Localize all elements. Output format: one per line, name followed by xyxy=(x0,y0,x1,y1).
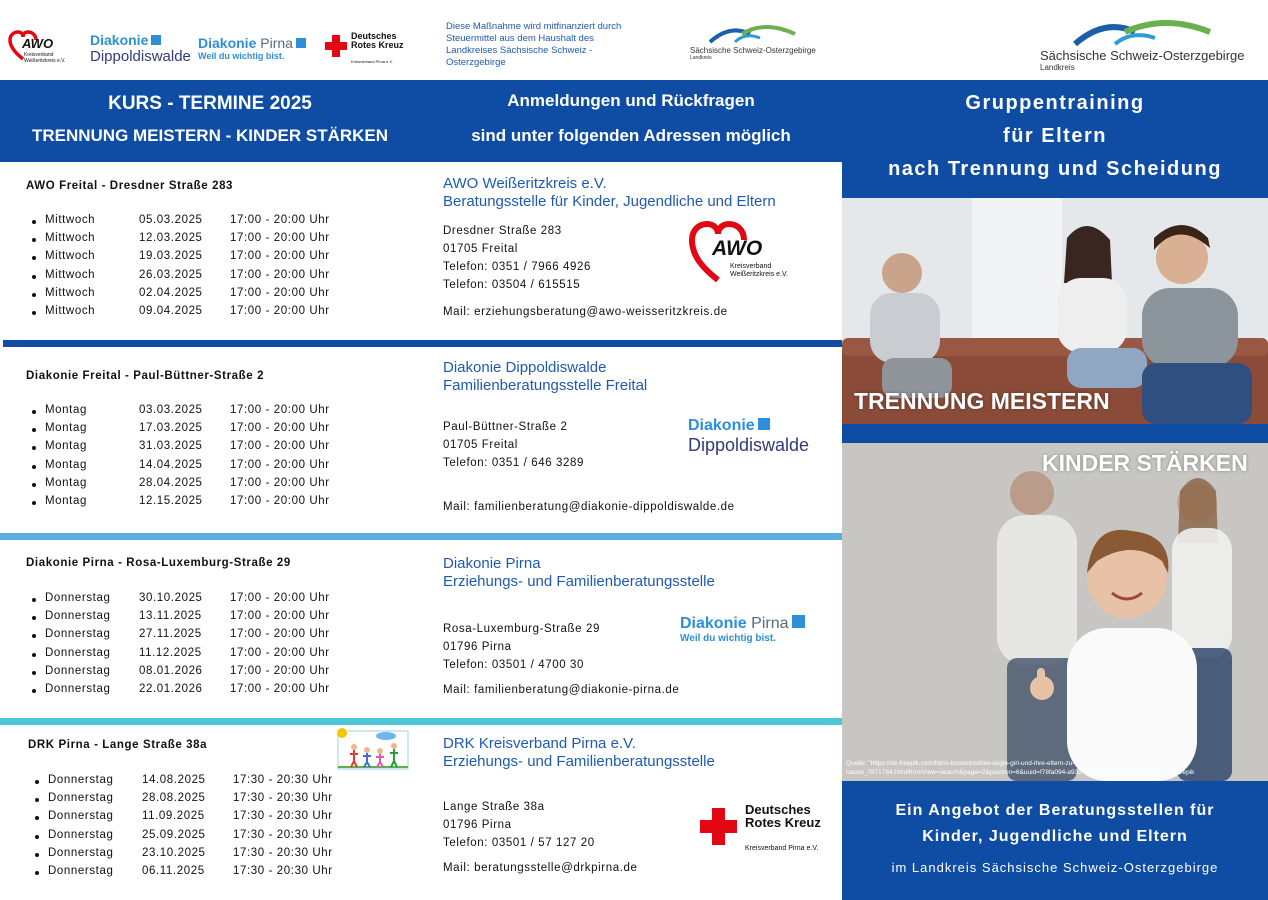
right-middle-band xyxy=(842,424,1268,443)
section-divider xyxy=(3,340,842,347)
drk-logo-large xyxy=(700,803,840,857)
date-item: Mittwoch 09.04.2025 17:00 - 20:00 Uhr xyxy=(28,305,330,323)
right-footer-panel xyxy=(842,781,1268,900)
date-item: Donnerstag 11.12.2025 17:00 - 20:00 Uhr xyxy=(28,647,330,665)
child-drawing-icon xyxy=(334,727,410,773)
date-item: Mittwoch 26.03.2025 17:00 - 20:00 Uhr xyxy=(28,269,330,287)
date-item: Montag 12.15.2025 17:00 - 20:00 Uhr xyxy=(28,495,330,513)
org-address: Lange Straße 38a 01796 Pirna Telefon: 03501 / 57 127 20 xyxy=(443,801,595,849)
awo-logo-word: AWO xyxy=(22,36,54,51)
org-heading xyxy=(443,359,647,395)
org-name: Diakonie Pirna xyxy=(443,555,541,572)
org-heading xyxy=(443,175,776,211)
landkreis-name-small: Sächsische Schweiz-Osterzgebirge xyxy=(690,46,816,55)
header-registration-subtitle: sind unter folgenden Adressen möglich xyxy=(471,126,791,145)
section-title: AWO Freital - Dresdner Straße 283 xyxy=(26,180,234,192)
landkreis-logo-large xyxy=(1040,18,1244,72)
date-item: Donnerstag 22.01.2026 17:00 - 20:00 Uhr xyxy=(28,683,330,701)
org-name: AWO Weißeritzkreis e.V. xyxy=(443,175,607,192)
drk-logo xyxy=(325,32,405,68)
date-item: Montag 03.03.2025 17:00 - 20:00 Uhr xyxy=(28,404,330,422)
diakonie-dippoldiswalde-logo-large xyxy=(688,417,809,456)
drk-large-sub: Kreisverband Pirna e.V. xyxy=(745,845,819,852)
header-registration-title: Anmeldungen und Rückfragen xyxy=(507,91,755,110)
org-name: DRK Kreisverband Pirna e.V. xyxy=(443,735,636,752)
footer-line2: Kinder, Jugendliche und Eltern xyxy=(922,828,1188,845)
date-list xyxy=(31,774,333,883)
date-list xyxy=(28,404,330,513)
diakonie-pirna-brand: Diakonie xyxy=(680,615,747,632)
section-title: Diakonie Freital - Paul-Büttner-Straße 2 xyxy=(26,370,265,382)
landkreis-sub-large: Landkreis xyxy=(1040,63,1075,72)
date-item: Mittwoch 19.03.2025 17:00 - 20:00 Uhr xyxy=(28,250,330,268)
landkreis-name-large: Sächsische Schweiz-Osterzgebirge xyxy=(1040,48,1245,63)
footer-line1: Ein Angebot der Beratungsstellen für xyxy=(895,802,1215,819)
org-address: Rosa-Luxemburg-Straße 29 01796 Pirna Telefon: 03501 / 4700 30 xyxy=(443,623,600,671)
date-item: Montag 14.04.2025 17:00 - 20:00 Uhr xyxy=(28,459,330,477)
awo-logo xyxy=(8,30,78,66)
family-argument-photo xyxy=(842,198,1268,424)
date-item: Donnerstag 08.01.2026 17:00 - 20:00 Uhr xyxy=(28,665,330,683)
org-department: Beratungsstelle für Kinder, Jugendliche und Eltern xyxy=(443,193,776,210)
date-item: Donnerstag 11.09.2025 17:30 - 20:30 Uhr xyxy=(31,810,333,828)
diakonie-pirna-slogan: Weil du wichtig bist. xyxy=(680,633,776,644)
date-list xyxy=(28,214,330,323)
drk-cross-icon xyxy=(325,35,347,57)
org-mail[interactable]: Mail: familienberatung@diakonie-pirna.de xyxy=(443,684,680,696)
awo-large-sub: Kreisverband Weißeritzkreis e.V. xyxy=(730,263,788,278)
right-column xyxy=(842,80,1268,900)
header-course-subtitle: TRENNUNG MEISTERN - KINDER STÄRKEN xyxy=(31,126,389,145)
right-heading-line2: für Eltern xyxy=(1003,125,1107,147)
org-name: Diakonie Dippoldiswalde xyxy=(443,359,607,376)
date-item: Donnerstag 27.11.2025 17:00 - 20:00 Uhr xyxy=(28,628,330,646)
awo-logo-sub: Kreisverband Weißeritzkreis e.V. xyxy=(24,52,66,64)
diakonie-pirna-brand: Diakonie xyxy=(198,35,257,51)
org-address: Paul-Büttner-Straße 2 01705 Freital Telefon: 0351 / 646 3289 xyxy=(443,421,585,469)
course-section-drk-pirna xyxy=(0,725,842,900)
diakonie-dd-city: Dippoldiswalde xyxy=(90,48,191,65)
mountain-logo-icon xyxy=(1040,18,1230,46)
photo2-caption: KINDER STÄRKEN xyxy=(1042,450,1248,476)
mountain-logo-icon xyxy=(690,22,810,44)
landkreis-sub-small: Landkreis xyxy=(690,55,712,61)
section-divider xyxy=(0,533,842,540)
date-item: Mittwoch 05.03.2025 17:00 - 20:00 Uhr xyxy=(28,214,330,232)
right-heading-line3: nach Trennung und Scheidung xyxy=(888,158,1222,180)
diakonie-cross-icon xyxy=(758,418,770,430)
date-item: Donnerstag 25.09.2025 17:30 - 20:30 Uhr xyxy=(31,829,333,847)
diakonie-cross-icon xyxy=(296,38,306,48)
date-item: Montag 17.03.2025 17:00 - 20:00 Uhr xyxy=(28,422,330,440)
smiling-girl-photo xyxy=(842,443,1268,781)
funding-note: Diese Maßnahme wird mitfinanziert durch Steuermittel aus dem Haushalt des Landkreises Sächsische Schweiz - Osterzgebirge xyxy=(446,21,622,68)
course-section-diakonie-freital xyxy=(0,347,842,533)
org-department: Familienberatungsstelle Freital xyxy=(443,377,648,394)
date-item: Montag 28.04.2025 17:00 - 20:00 Uhr xyxy=(28,477,330,495)
header-band xyxy=(0,80,842,162)
diakonie-dippoldiswalde-logo xyxy=(90,32,191,65)
drk-logo-name: Deutsches Rotes Kreuz xyxy=(351,31,404,50)
diakonie-pirna-city: Pirna xyxy=(751,615,789,632)
course-section-awo xyxy=(0,162,842,340)
org-heading xyxy=(443,735,715,771)
date-item: Mittwoch 02.04.2025 17:00 - 20:00 Uhr xyxy=(28,287,330,305)
right-heading-panel xyxy=(842,80,1268,198)
date-item: Donnerstag 13.11.2025 17:00 - 20:00 Uhr xyxy=(28,610,330,628)
date-item: Mittwoch 12.03.2025 17:00 - 20:00 Uhr xyxy=(28,232,330,250)
footer-line3: im Landkreis Sächsische Schweiz-Osterzgebirge xyxy=(891,860,1219,875)
right-heading-line1: Gruppentraining xyxy=(965,92,1145,114)
drk-cross-icon xyxy=(700,808,737,845)
date-item: Donnerstag 30.10.2025 17:00 - 20:00 Uhr xyxy=(28,592,330,610)
diakonie-pirna-city: Pirna xyxy=(260,35,293,51)
course-section-diakonie-pirna xyxy=(0,540,842,718)
org-heading xyxy=(443,555,715,591)
date-item: Donnerstag 28.08.2025 17:30 - 20:30 Uhr xyxy=(31,792,333,810)
header-course-dates-title: KURS - TERMINE 2025 xyxy=(108,93,312,114)
awo-large-word: AWO xyxy=(712,237,763,260)
diakonie-pirna-slogan: Weil du wichtig bist. xyxy=(198,51,285,61)
org-department: Erziehungs- und Familienberatungsstelle xyxy=(443,573,715,590)
logo-strip xyxy=(0,0,1268,80)
diakonie-cross-icon xyxy=(151,35,161,45)
drk-logo-sub: Kreisverband Pirna e.V. xyxy=(351,59,393,64)
photo-source-credit: Quelle: "https://de.freepik.com/fotos-kostenlos/low-angle-girl-und-ihre-eltern-zu-hause_7871784.htm#fromView=search&page=2&position=6&uuid=f78fa094-a932-482b-888e-1ada7fc91737" von freepik xyxy=(846,760,1195,776)
diakonie-dd-city: Dippoldiswalde xyxy=(688,435,810,455)
awo-logo-large xyxy=(688,220,808,284)
date-item: Donnerstag 06.11.2025 17:30 - 20:30 Uhr xyxy=(31,865,333,883)
smiling-girl-illustration xyxy=(842,443,1268,781)
date-list xyxy=(28,592,330,701)
diakonie-cross-icon xyxy=(792,615,805,628)
drk-large-name: Deutsches Rotes Kreuz xyxy=(745,802,821,830)
diakonie-dd-brand: Diakonie xyxy=(90,32,149,48)
section-title: DRK Pirna - Lange Straße 38a xyxy=(28,739,208,751)
section-divider xyxy=(0,718,842,725)
date-item: Montag 31.03.2025 17:00 - 20:00 Uhr xyxy=(28,440,330,458)
org-address: Dresdner Straße 283 01705 Freital Telefon: 0351 / 7966 4926 Telefon: 03504 / 615515 xyxy=(443,225,592,291)
photo1-caption: TRENNUNG MEISTERN xyxy=(854,388,1110,414)
section-title: Diakonie Pirna - Rosa-Luxemburg-Straße 29 xyxy=(26,557,291,569)
org-mail[interactable]: Mail: beratungsstelle@drkpirna.de xyxy=(443,862,638,874)
org-mail[interactable]: Mail: erziehungsberatung@awo-weisseritzkreis.de xyxy=(443,306,728,318)
org-department: Erziehungs- und Familienberatungsstelle xyxy=(443,753,715,770)
diakonie-dd-brand: Diakonie xyxy=(688,417,755,434)
landkreis-logo-small xyxy=(690,22,816,61)
org-mail[interactable]: Mail: familienberatung@diakonie-dippoldiswalde.de xyxy=(443,501,735,513)
date-item: Donnerstag 23.10.2025 17:30 - 20:30 Uhr xyxy=(31,847,333,865)
diakonie-pirna-logo-large xyxy=(680,615,805,644)
date-item: Donnerstag 14.08.2025 17:30 - 20:30 Uhr xyxy=(31,774,333,792)
diakonie-pirna-logo xyxy=(198,35,306,61)
